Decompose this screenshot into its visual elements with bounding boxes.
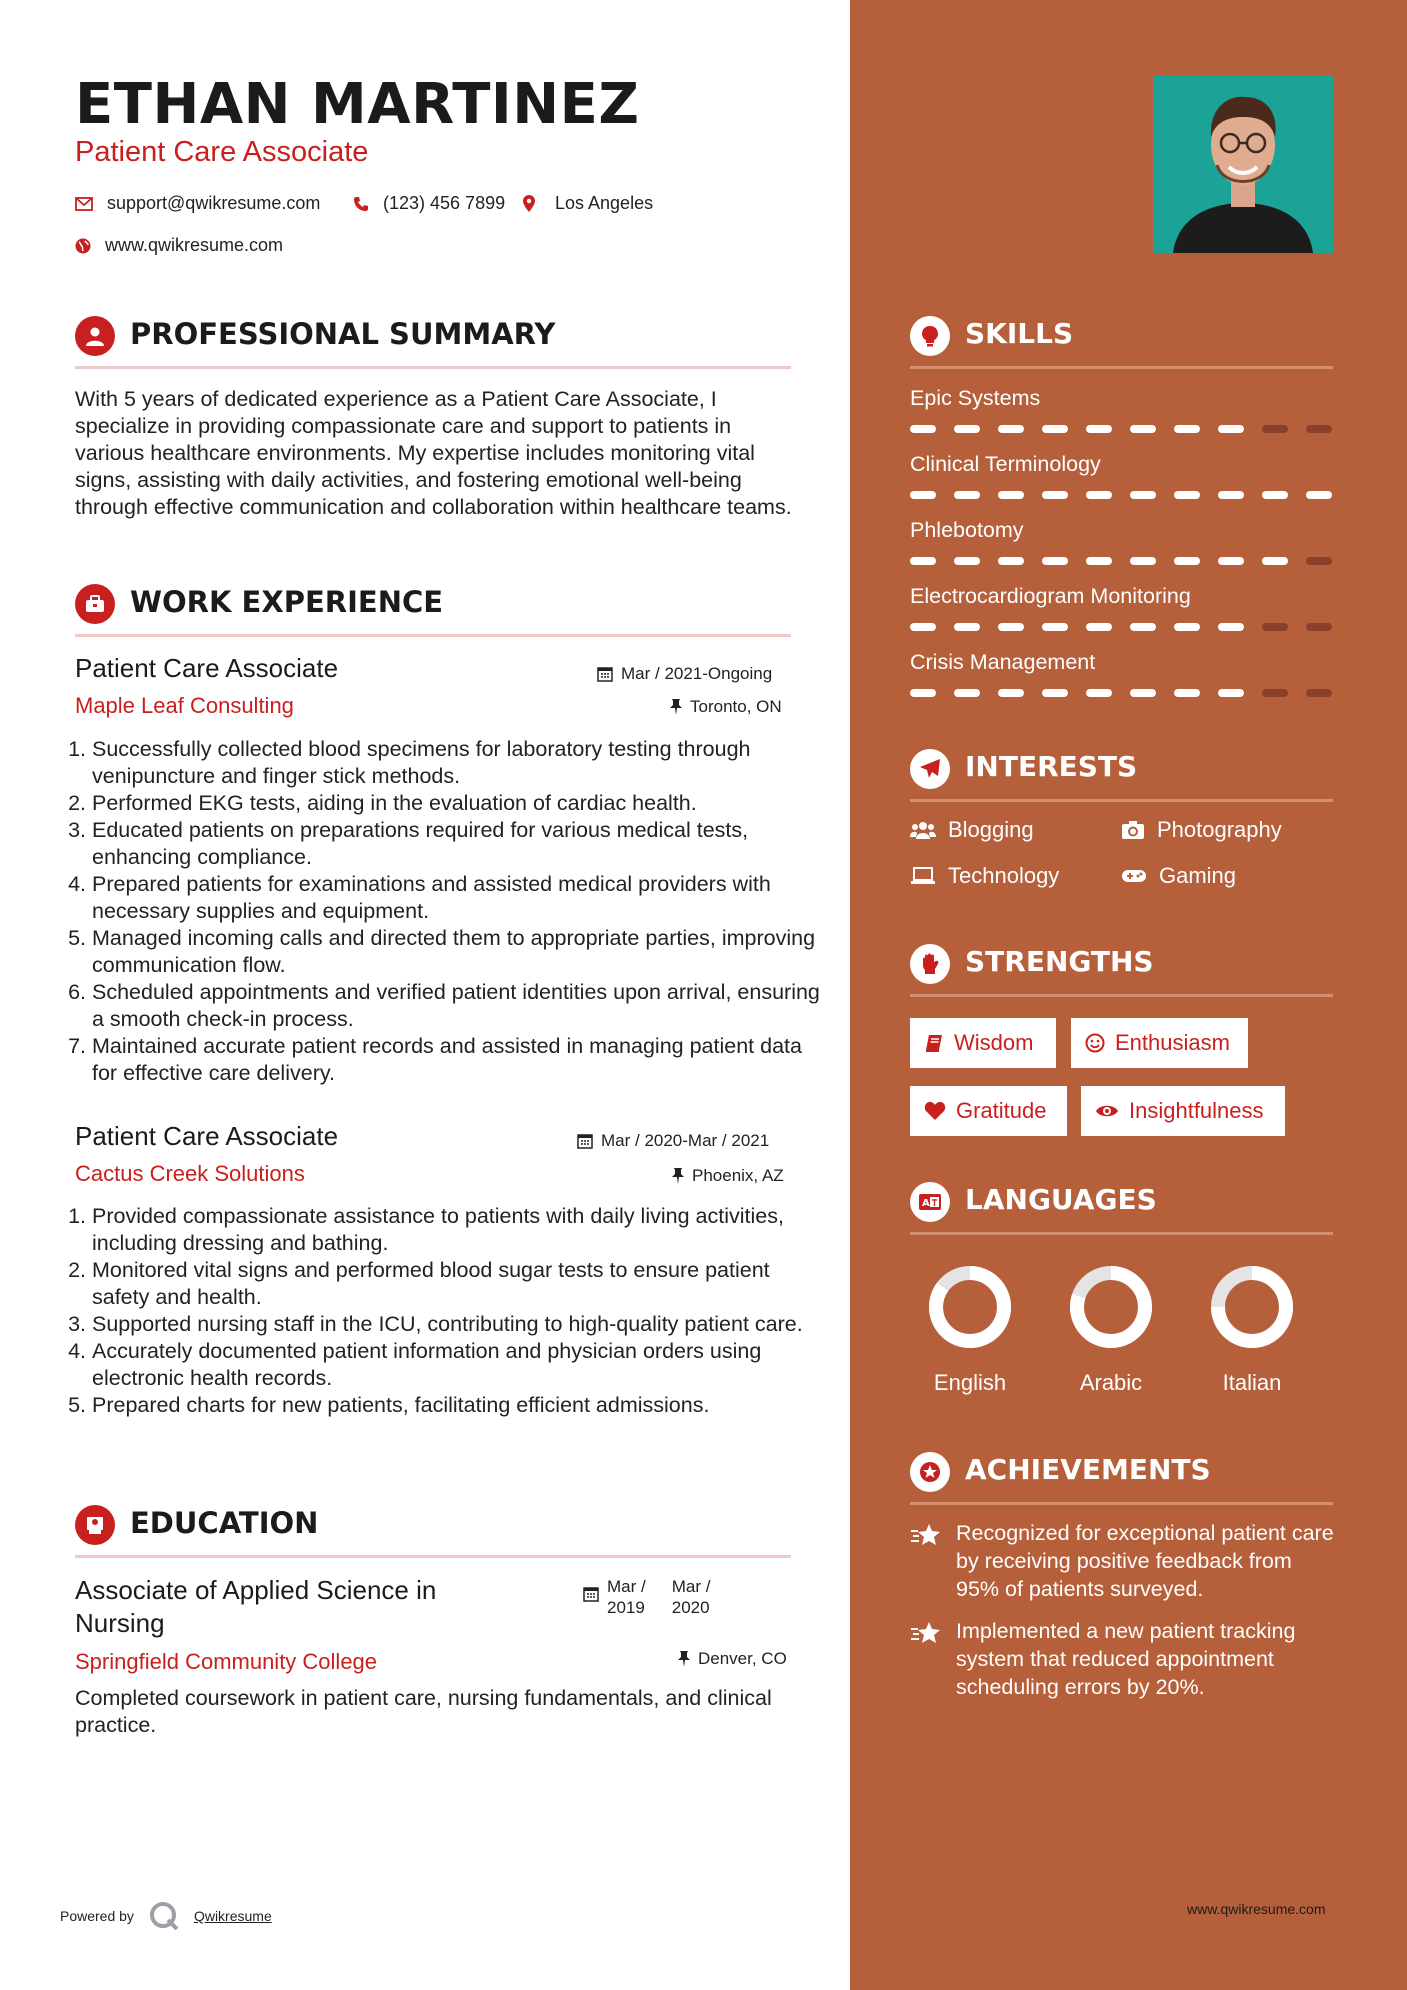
briefcase-icon	[75, 584, 115, 624]
heart-icon	[924, 1101, 946, 1121]
list-item: 7. Maintained accurate patient records and assisted in managing patient data for effective care delivery.	[92, 1033, 822, 1087]
list-item: 5. Managed incoming calls and directed them to appropriate parties, improving communication flow.	[92, 925, 822, 979]
powered-by-text: Powered by	[60, 1908, 134, 1924]
interest-technology	[910, 863, 1059, 889]
languages-section-header	[910, 1182, 1333, 1235]
fist-icon	[910, 944, 950, 984]
contact-location	[523, 193, 653, 214]
strength-label: Insightfulness	[1129, 1098, 1264, 1123]
skill-dash-filled	[954, 557, 980, 565]
contact-email[interactable]	[75, 193, 320, 214]
job-2-date	[577, 1131, 769, 1151]
skill-dash-filled	[1218, 557, 1244, 565]
skill-dash-filled	[1130, 491, 1156, 499]
skill-dash-filled	[1306, 491, 1332, 499]
strength-insightfulness	[1081, 1086, 1285, 1136]
skill-dash-filled	[1086, 425, 1112, 433]
skill-dash-filled	[954, 623, 980, 631]
contact-phone[interactable]	[353, 193, 505, 214]
skill-dash-filled	[910, 689, 936, 697]
language-donuts	[910, 1262, 1334, 1352]
skill-dashes	[910, 623, 1334, 631]
language-label: Arabic	[1079, 1370, 1143, 1395]
skill-dashes	[910, 689, 1334, 697]
strength-enthusiasm	[1071, 1018, 1248, 1068]
interest-label: Photography	[1157, 817, 1282, 842]
skill-name: Crisis Management	[910, 650, 1096, 674]
skill-dash-empty	[1306, 623, 1332, 631]
list-item: 2. Performed EKG tests, aiding in the evaluation of cardiac health.	[92, 790, 822, 817]
pushpin-icon	[672, 1168, 684, 1184]
skill-dash-filled	[1174, 623, 1200, 631]
brand-link[interactable]: Qwikresume	[193, 1908, 272, 1924]
skill-dash-filled	[910, 557, 936, 565]
star-badge-icon	[910, 1452, 950, 1492]
job-1-bullets	[70, 736, 822, 1087]
languages-title: LANGUAGES	[965, 1183, 1157, 1216]
skill-dash-filled	[998, 689, 1024, 697]
shooting-star-icon	[910, 1523, 942, 1547]
skill-dash-empty	[1262, 689, 1288, 697]
skill-dash-empty	[1262, 623, 1288, 631]
job-2-bullets	[70, 1203, 822, 1419]
skill-dash-filled	[998, 425, 1024, 433]
skill-dash-filled	[954, 491, 980, 499]
website-text: www.qwikresume.com	[105, 235, 284, 255]
skill-dash-filled	[910, 623, 936, 631]
paper-plane-icon	[910, 749, 950, 789]
education-dates	[583, 1576, 710, 1618]
interest-label: Gaming	[1159, 863, 1237, 888]
skill-dash-filled	[1218, 689, 1244, 697]
experience-section-header	[75, 584, 791, 637]
phone-icon	[353, 196, 369, 212]
interest-gaming	[1121, 863, 1236, 889]
skill-dash-filled	[1130, 557, 1156, 565]
strength-label: Enthusiasm	[1115, 1030, 1230, 1055]
candidate-role: Patient Care Associate	[75, 136, 369, 168]
skill-dash-filled	[954, 425, 980, 433]
phone-text: (123) 456 7899	[383, 193, 506, 213]
list-item: 1. Provided compassionate assistance to patients with daily living activities, including dressing and bathing.	[92, 1203, 822, 1257]
skill-dash-filled	[1042, 425, 1068, 433]
education-title: EDUCATION	[130, 1506, 319, 1540]
skill-dash-filled	[1174, 491, 1200, 499]
skill-dash-filled	[998, 557, 1024, 565]
language-donut-arabic	[1077, 1273, 1145, 1341]
eye-icon	[1095, 1103, 1119, 1119]
skill-dash-filled	[1262, 491, 1288, 499]
end-month: Mar /	[671, 1577, 711, 1596]
skill-dash-filled	[1174, 557, 1200, 565]
calendar-icon	[597, 666, 613, 682]
interest-blogging	[910, 817, 1034, 843]
achievements-title: ACHIEVEMENTS	[965, 1453, 1211, 1486]
education-location-text: Denver, CO	[698, 1649, 787, 1668]
education-description: Completed coursework in patient care, nursing fundamentals, and clinical practice.	[75, 1686, 772, 1737]
strengths-title: STRENGTHS	[965, 945, 1154, 978]
job-2-company: Cactus Creek Solutions	[75, 1161, 305, 1186]
skill-dash-filled	[1042, 491, 1068, 499]
achievement-1	[910, 1519, 1340, 1603]
achievements-section-header	[910, 1452, 1333, 1505]
skill-dash-empty	[1306, 425, 1332, 433]
powered-by	[60, 1900, 272, 1932]
job-1-date	[597, 664, 772, 684]
job-1-title: Patient Care Associate	[75, 653, 339, 683]
summary-text: With 5 years of dedicated experience as a Patient Care Associate, I specialize in providing compassionate care and support to patients in various healthcare environments. My expertise includes monitoring vital signs, assisting with daily activities, and fostering emotional well-being through effective communication and collaboration within healthcare teams.	[75, 387, 792, 519]
calendar-icon	[577, 1133, 593, 1149]
degree-title	[75, 1574, 436, 1640]
skill-dash-filled	[1130, 623, 1156, 631]
interests-section-header	[910, 749, 1333, 802]
calendar-icon	[583, 1586, 599, 1602]
envelope-icon	[75, 197, 93, 211]
skill-dash-empty	[1306, 689, 1332, 697]
skill-dash-filled	[998, 623, 1024, 631]
smile-icon	[1085, 1033, 1105, 1053]
education-start	[607, 1576, 646, 1618]
education-location	[678, 1649, 787, 1669]
education-end	[672, 1576, 711, 1618]
skill-dash-filled	[1218, 425, 1244, 433]
strength-gratitude	[910, 1086, 1067, 1136]
education-section-header	[75, 1505, 791, 1558]
interests-title: INTERESTS	[965, 750, 1138, 783]
start-year: 2019	[607, 1598, 645, 1617]
job-1-date-text: Mar / 2021-Ongoing	[621, 664, 773, 683]
skill-dash-filled	[910, 425, 936, 433]
svg-text:A: A	[922, 1198, 930, 1209]
skills-section-header	[910, 316, 1333, 369]
job-2-title: Patient Care Associate	[75, 1121, 339, 1151]
interest-photography	[1121, 817, 1282, 843]
skill-dashes	[910, 425, 1334, 433]
skill-dash-filled	[1086, 491, 1112, 499]
contact-website[interactable]	[75, 235, 283, 256]
skill-dash-filled	[1042, 689, 1068, 697]
camera-icon	[1121, 820, 1145, 840]
skill-dash-filled	[1042, 623, 1068, 631]
job-2-location-text: Phoenix, AZ	[692, 1166, 784, 1185]
skill-name: Phlebotomy	[910, 518, 1024, 542]
pushpin-icon	[670, 699, 682, 715]
user-icon	[75, 316, 115, 356]
skill-dashes	[910, 557, 1334, 565]
summary-section-header	[75, 316, 791, 369]
list-item: 6. Scheduled appointments and verified patient identities upon arrival, ensuring a smooth check-in process.	[92, 979, 822, 1033]
skill-dash-filled	[910, 491, 936, 499]
skill-dash-filled	[1174, 425, 1200, 433]
laptop-icon	[910, 867, 936, 885]
achievement-2	[910, 1617, 1340, 1701]
achievement-text: Recognized for exceptional patient care by receiving positive feedback from 95% of patients surveyed.	[956, 1521, 1334, 1601]
skill-dash-filled	[1042, 557, 1068, 565]
language-donut-italian	[1218, 1273, 1286, 1341]
skill-dash-filled	[1218, 623, 1244, 631]
list-item: 4. Prepared patients for examinations and assisted medical providers with necessary supplies and equipment.	[92, 871, 822, 925]
interest-label: Blogging	[948, 817, 1034, 842]
skill-dash-empty	[1306, 557, 1332, 565]
skill-dash-filled	[1086, 689, 1112, 697]
job-2-location	[672, 1166, 784, 1186]
strengths-section-header	[910, 944, 1333, 997]
location-text: Los Angeles	[555, 193, 654, 213]
skill-dash-filled	[1174, 689, 1200, 697]
language-label: English	[933, 1370, 1007, 1395]
degree-line-1: Associate of Applied Science in	[75, 1575, 437, 1605]
strength-wisdom	[910, 1018, 1056, 1068]
job-1-location	[670, 697, 782, 717]
skill-dash-empty	[1262, 425, 1288, 433]
school-name: Springfield Community College	[75, 1649, 378, 1674]
pushpin-icon	[678, 1651, 690, 1667]
skill-dash-filled	[954, 689, 980, 697]
book-icon	[924, 1033, 944, 1053]
footer-website[interactable]: www.qwikresume.com	[1187, 1901, 1326, 1917]
skill-dash-filled	[1262, 557, 1288, 565]
skill-dash-filled	[1218, 491, 1244, 499]
skill-name: Epic Systems	[910, 386, 1041, 410]
graduation-icon	[75, 1505, 115, 1545]
job-1-company: Maple Leaf Consulting	[75, 693, 294, 718]
skill-dash-filled	[1086, 623, 1112, 631]
lightbulb-icon	[910, 316, 950, 356]
list-item: 2. Monitored vital signs and performed blood sugar tests to ensure patient safety and health.	[92, 1257, 822, 1311]
skill-name: Clinical Terminology	[910, 452, 1101, 476]
experience-title: WORK EXPERIENCE	[130, 585, 444, 619]
list-item: 5. Prepared charts for new patients, facilitating efficient admissions.	[92, 1392, 822, 1419]
map-pin-icon	[523, 195, 535, 212]
list-item: 3. Educated patients on preparations required for various medical tests, enhancing compliance.	[92, 817, 822, 871]
skill-dash-filled	[1130, 425, 1156, 433]
email-text: support@qwikresume.com	[107, 193, 321, 213]
summary-title: PROFESSIONAL SUMMARY	[130, 317, 556, 351]
language-donut-english	[936, 1273, 1004, 1341]
skills-title: SKILLS	[965, 317, 1074, 350]
strength-label: Wisdom	[954, 1030, 1034, 1055]
gamepad-icon	[1121, 867, 1147, 885]
strength-label: Gratitude	[956, 1098, 1047, 1123]
profile-photo	[1153, 75, 1333, 253]
users-icon	[910, 820, 936, 840]
start-month: Mar /	[607, 1577, 646, 1596]
skill-dash-filled	[1086, 557, 1112, 565]
language-label: Italian	[1222, 1370, 1282, 1395]
qwikresume-logo-icon	[148, 1900, 180, 1932]
translate-icon	[910, 1182, 950, 1222]
job-1-location-text: Toronto, ON	[690, 697, 782, 716]
list-item: 4. Accurately documented patient information and physician orders using electronic health records.	[92, 1338, 822, 1392]
achievement-text: Implemented a new patient tracking system that reduced appointment scheduling errors by 20%.	[956, 1619, 1296, 1699]
list-item: 1. Successfully collected blood specimens for laboratory testing through venipuncture and finger stick methods.	[92, 736, 822, 790]
skill-dash-filled	[998, 491, 1024, 499]
candidate-name: ETHAN MARTINEZ	[75, 72, 640, 137]
skill-dashes	[910, 491, 1334, 499]
end-year: 2020	[671, 1598, 710, 1617]
list-item: 3. Supported nursing staff in the ICU, contributing to high-quality patient care.	[92, 1311, 822, 1338]
skill-name: Electrocardiogram Monitoring	[910, 584, 1191, 608]
skill-dash-filled	[1130, 689, 1156, 697]
interest-label: Technology	[948, 863, 1060, 888]
shooting-star-icon	[910, 1621, 942, 1645]
degree-line-2: Nursing	[75, 1608, 165, 1638]
globe-icon	[75, 238, 91, 254]
job-2-date-text: Mar / 2020-Mar / 2021	[601, 1131, 770, 1150]
